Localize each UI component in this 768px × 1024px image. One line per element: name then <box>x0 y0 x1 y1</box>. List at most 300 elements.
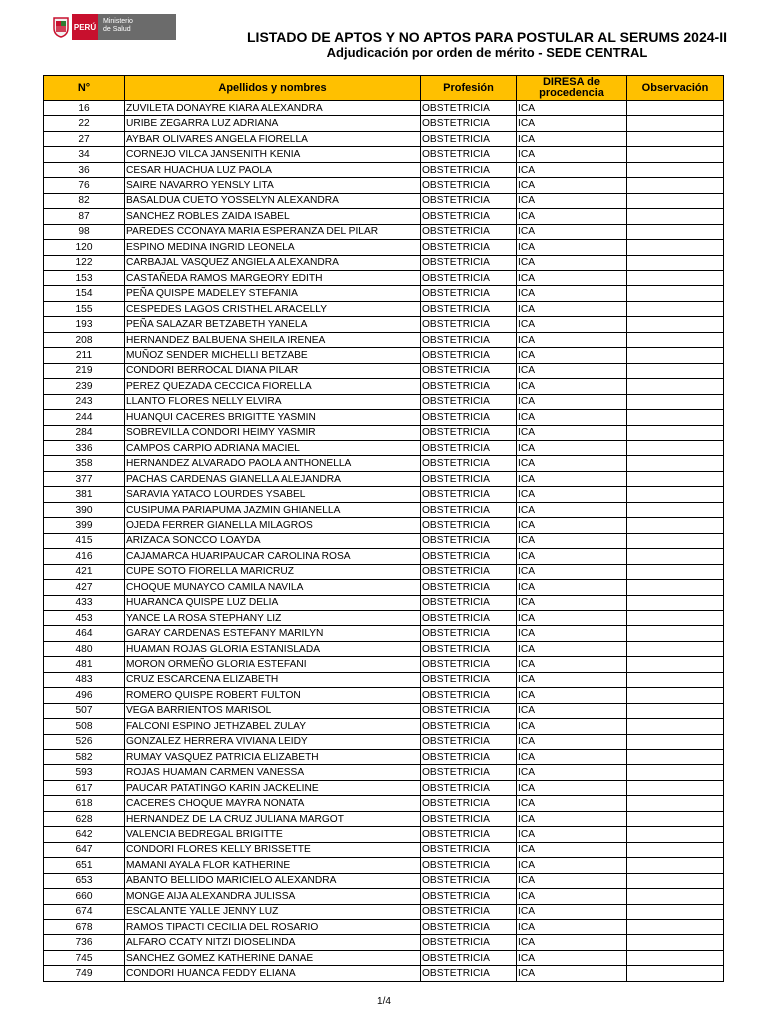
cell-observation <box>627 657 724 672</box>
cell-name: HERNANDEZ ALVARADO PAOLA ANTHONELLA <box>125 456 421 471</box>
cell-profession: OBSTETRICIA <box>421 101 517 116</box>
cell-number: 390 <box>44 502 125 517</box>
cell-profession: OBSTETRICIA <box>421 147 517 162</box>
cell-name: CORNEJO VILCA JANSENITH KENIA <box>125 147 421 162</box>
cell-profession: OBSTETRICIA <box>421 286 517 301</box>
cell-number: 526 <box>44 734 125 749</box>
cell-diresa: ICA <box>517 116 627 131</box>
table-row <box>44 518 724 533</box>
cell-diresa: ICA <box>517 240 627 255</box>
cell-observation <box>627 240 724 255</box>
table-row <box>44 363 724 378</box>
cell-profession: OBSTETRICIA <box>421 162 517 177</box>
cell-profession: OBSTETRICIA <box>421 178 517 193</box>
table-row <box>44 703 724 718</box>
cell-observation <box>627 147 724 162</box>
cell-number: 16 <box>44 101 125 116</box>
cell-name: SARAVIA YATACO LOURDES YSABEL <box>125 487 421 502</box>
logo-ministry-line2: de Salud <box>103 26 131 33</box>
cell-number: 244 <box>44 410 125 425</box>
cell-profession: OBSTETRICIA <box>421 827 517 842</box>
table-row <box>44 301 724 316</box>
column-header-observation: Observación <box>627 76 724 101</box>
table-row <box>44 734 724 749</box>
cell-number: 415 <box>44 533 125 548</box>
cell-profession: OBSTETRICIA <box>421 858 517 873</box>
cell-observation <box>627 332 724 347</box>
table-row <box>44 178 724 193</box>
cell-observation <box>627 858 724 873</box>
cell-number: 284 <box>44 425 125 440</box>
table-row <box>44 533 724 548</box>
cell-name: BASALDUA CUETO YOSSELYN ALEXANDRA <box>125 193 421 208</box>
column-header-number: N° <box>44 76 125 101</box>
cell-profession: OBSTETRICIA <box>421 518 517 533</box>
cell-diresa: ICA <box>517 873 627 888</box>
cell-name: CONDORI FLORES KELLY BRISSETTE <box>125 842 421 857</box>
cell-profession: OBSTETRICIA <box>421 379 517 394</box>
cell-profession: OBSTETRICIA <box>421 394 517 409</box>
cell-diresa: ICA <box>517 719 627 734</box>
cell-observation <box>627 162 724 177</box>
cell-profession: OBSTETRICIA <box>421 765 517 780</box>
page-number: 1/4 <box>377 996 391 1007</box>
cell-profession: OBSTETRICIA <box>421 641 517 656</box>
cell-name: SANCHEZ ROBLES ZAIDA ISABEL <box>125 209 421 224</box>
table-row <box>44 425 724 440</box>
cell-profession: OBSTETRICIA <box>421 410 517 425</box>
cell-number: 433 <box>44 595 125 610</box>
cell-profession: OBSTETRICIA <box>421 703 517 718</box>
cell-diresa: ICA <box>517 780 627 795</box>
table-row <box>44 440 724 455</box>
cell-name: ESCALANTE YALLE JENNY LUZ <box>125 904 421 919</box>
cell-diresa: ICA <box>517 904 627 919</box>
table-row <box>44 873 724 888</box>
cell-name: ROJAS HUAMAN CARMEN VANESSA <box>125 765 421 780</box>
cell-observation <box>627 672 724 687</box>
cell-number: 628 <box>44 811 125 826</box>
cell-diresa: ICA <box>517 502 627 517</box>
cell-diresa: ICA <box>517 131 627 146</box>
cell-profession: OBSTETRICIA <box>421 950 517 965</box>
coat-of-arms-icon <box>50 14 72 40</box>
cell-profession: OBSTETRICIA <box>421 348 517 363</box>
cell-name: GONZALEZ HERRERA VIVIANA LEIDY <box>125 734 421 749</box>
cell-observation <box>627 935 724 950</box>
cell-profession: OBSTETRICIA <box>421 440 517 455</box>
cell-name: HUANQUI CACERES BRIGITTE YASMIN <box>125 410 421 425</box>
table-row <box>44 456 724 471</box>
logo-ministry-line1: Ministerio <box>103 18 133 25</box>
cell-observation <box>627 765 724 780</box>
cell-diresa: ICA <box>517 564 627 579</box>
cell-profession: OBSTETRICIA <box>421 811 517 826</box>
cell-diresa: ICA <box>517 827 627 842</box>
cell-number: 377 <box>44 471 125 486</box>
cell-name: MAMANI AYALA FLOR KATHERINE <box>125 858 421 873</box>
table-row <box>44 935 724 950</box>
cell-diresa: ICA <box>517 811 627 826</box>
table-row <box>44 224 724 239</box>
cell-profession: OBSTETRICIA <box>421 904 517 919</box>
cell-observation <box>627 178 724 193</box>
minsa-logo <box>50 14 176 40</box>
cell-profession: OBSTETRICIA <box>421 564 517 579</box>
cell-observation <box>627 379 724 394</box>
cell-observation <box>627 456 724 471</box>
cell-profession: OBSTETRICIA <box>421 734 517 749</box>
cell-diresa: ICA <box>517 209 627 224</box>
table-row <box>44 765 724 780</box>
cell-profession: OBSTETRICIA <box>421 780 517 795</box>
cell-diresa: ICA <box>517 301 627 316</box>
table-row <box>44 394 724 409</box>
cell-profession: OBSTETRICIA <box>421 595 517 610</box>
cell-number: 678 <box>44 920 125 935</box>
cell-observation <box>627 317 724 332</box>
table-row <box>44 286 724 301</box>
cell-number: 87 <box>44 209 125 224</box>
cell-name: FALCONI ESPINO JETHZABEL ZULAY <box>125 719 421 734</box>
cell-observation <box>627 827 724 842</box>
cell-observation <box>627 580 724 595</box>
cell-observation <box>627 719 724 734</box>
cell-diresa: ICA <box>517 456 627 471</box>
cell-number: 617 <box>44 780 125 795</box>
cell-observation <box>627 549 724 564</box>
cell-observation <box>627 440 724 455</box>
cell-number: 154 <box>44 286 125 301</box>
cell-observation <box>627 842 724 857</box>
cell-number: 651 <box>44 858 125 873</box>
cell-observation <box>627 796 724 811</box>
cell-observation <box>627 564 724 579</box>
cell-number: 98 <box>44 224 125 239</box>
document-title-block <box>240 30 734 60</box>
cell-name: PAUCAR PATATINGO KARIN JACKELINE <box>125 780 421 795</box>
cell-observation <box>627 904 724 919</box>
cell-name: RAMOS TIPACTI CECILIA DEL ROSARIO <box>125 920 421 935</box>
cell-profession: OBSTETRICIA <box>421 935 517 950</box>
cell-name: MONGE AIJA ALEXANDRA JULISSA <box>125 889 421 904</box>
cell-profession: OBSTETRICIA <box>421 116 517 131</box>
cell-diresa: ICA <box>517 935 627 950</box>
cell-number: 381 <box>44 487 125 502</box>
cell-profession: OBSTETRICIA <box>421 657 517 672</box>
cell-number: 399 <box>44 518 125 533</box>
cell-number: 153 <box>44 270 125 285</box>
cell-diresa: ICA <box>517 580 627 595</box>
table-row <box>44 193 724 208</box>
cell-number: 358 <box>44 456 125 471</box>
cell-name: ESPINO MEDINA INGRID LEONELA <box>125 240 421 255</box>
cell-number: 336 <box>44 440 125 455</box>
cell-name: OJEDA FERRER GIANELLA MILAGROS <box>125 518 421 533</box>
cell-number: 239 <box>44 379 125 394</box>
table-row <box>44 796 724 811</box>
cell-number: 193 <box>44 317 125 332</box>
table-row <box>44 626 724 641</box>
cell-diresa: ICA <box>517 425 627 440</box>
cell-name: ALFARO CCATY NITZI DIOSELINDA <box>125 935 421 950</box>
cell-diresa: ICA <box>517 147 627 162</box>
table-body <box>44 101 724 982</box>
cell-diresa: ICA <box>517 703 627 718</box>
cell-name: CONDORI BERROCAL DIANA PILAR <box>125 363 421 378</box>
cell-observation <box>627 533 724 548</box>
cell-name: RUMAY VASQUEZ PATRICIA ELIZABETH <box>125 750 421 765</box>
table-row <box>44 904 724 919</box>
table-row <box>44 672 724 687</box>
table-row <box>44 719 724 734</box>
cell-observation <box>627 286 724 301</box>
cell-number: 76 <box>44 178 125 193</box>
cell-profession: OBSTETRICIA <box>421 549 517 564</box>
cell-diresa: ICA <box>517 255 627 270</box>
cell-name: SOBREVILLA CONDORI HEIMY YASMIR <box>125 425 421 440</box>
cell-name: HERNANDEZ DE LA CRUZ JULIANA MARGOT <box>125 811 421 826</box>
column-header-name: Apellidos y nombres <box>125 76 421 101</box>
cell-number: 736 <box>44 935 125 950</box>
cell-observation <box>627 873 724 888</box>
cell-observation <box>627 502 724 517</box>
cell-profession: OBSTETRICIA <box>421 842 517 857</box>
table-row <box>44 950 724 965</box>
cell-profession: OBSTETRICIA <box>421 240 517 255</box>
cell-diresa: ICA <box>517 734 627 749</box>
cell-observation <box>627 966 724 981</box>
table-row <box>44 966 724 981</box>
table-row <box>44 688 724 703</box>
cell-profession: OBSTETRICIA <box>421 873 517 888</box>
cell-observation <box>627 595 724 610</box>
cell-diresa: ICA <box>517 394 627 409</box>
cell-number: 480 <box>44 641 125 656</box>
cell-profession: OBSTETRICIA <box>421 224 517 239</box>
cell-profession: OBSTETRICIA <box>421 363 517 378</box>
cell-observation <box>627 270 724 285</box>
table-row <box>44 920 724 935</box>
cell-number: 749 <box>44 966 125 981</box>
cell-diresa: ICA <box>517 440 627 455</box>
table-row <box>44 842 724 857</box>
cell-number: 647 <box>44 842 125 857</box>
cell-profession: OBSTETRICIA <box>421 920 517 935</box>
cell-profession: OBSTETRICIA <box>421 626 517 641</box>
cell-name: PEÑA QUISPE MADELEY STEFANIA <box>125 286 421 301</box>
document-subtitle: Adjudicación por orden de mérito - SEDE CENTRAL <box>326 45 648 60</box>
cell-number: 642 <box>44 827 125 842</box>
results-table <box>43 75 724 982</box>
cell-name: ROMERO QUISPE ROBERT FULTON <box>125 688 421 703</box>
cell-profession: OBSTETRICIA <box>421 580 517 595</box>
cell-diresa: ICA <box>517 549 627 564</box>
table-row <box>44 750 724 765</box>
cell-profession: OBSTETRICIA <box>421 889 517 904</box>
cell-observation <box>627 410 724 425</box>
cell-observation <box>627 471 724 486</box>
table-row <box>44 780 724 795</box>
table-row <box>44 610 724 625</box>
cell-name: CESPEDES LAGOS CRISTHEL ARACELLY <box>125 301 421 316</box>
cell-number: 745 <box>44 950 125 965</box>
cell-observation <box>627 348 724 363</box>
cell-diresa: ICA <box>517 672 627 687</box>
cell-diresa: ICA <box>517 518 627 533</box>
cell-profession: OBSTETRICIA <box>421 332 517 347</box>
cell-diresa: ICA <box>517 966 627 981</box>
cell-number: 483 <box>44 672 125 687</box>
cell-name: CHOQUE MUNAYCO CAMILA NAVILA <box>125 580 421 595</box>
cell-observation <box>627 750 724 765</box>
cell-diresa: ICA <box>517 410 627 425</box>
table-row <box>44 657 724 672</box>
cell-observation <box>627 131 724 146</box>
cell-name: CAMPOS CARPIO ADRIANA MACIEL <box>125 440 421 455</box>
cell-diresa: ICA <box>517 533 627 548</box>
cell-name: CRUZ ESCARCENA ELIZABETH <box>125 672 421 687</box>
cell-number: 208 <box>44 332 125 347</box>
cell-profession: OBSTETRICIA <box>421 255 517 270</box>
cell-diresa: ICA <box>517 286 627 301</box>
cell-diresa: ICA <box>517 889 627 904</box>
cell-name: MUÑOZ SENDER MICHELLI BETZABE <box>125 348 421 363</box>
cell-diresa: ICA <box>517 641 627 656</box>
table-row <box>44 317 724 332</box>
table-row <box>44 379 724 394</box>
table-row <box>44 595 724 610</box>
cell-profession: OBSTETRICIA <box>421 533 517 548</box>
cell-observation <box>627 734 724 749</box>
cell-observation <box>627 101 724 116</box>
table-row <box>44 502 724 517</box>
cell-profession: OBSTETRICIA <box>421 610 517 625</box>
cell-number: 481 <box>44 657 125 672</box>
table-row <box>44 348 724 363</box>
cell-number: 427 <box>44 580 125 595</box>
cell-profession: OBSTETRICIA <box>421 131 517 146</box>
cell-profession: OBSTETRICIA <box>421 719 517 734</box>
cell-profession: OBSTETRICIA <box>421 301 517 316</box>
cell-observation <box>627 301 724 316</box>
cell-number: 36 <box>44 162 125 177</box>
cell-profession: OBSTETRICIA <box>421 688 517 703</box>
cell-number: 508 <box>44 719 125 734</box>
table-row <box>44 827 724 842</box>
cell-diresa: ICA <box>517 688 627 703</box>
cell-profession: OBSTETRICIA <box>421 317 517 332</box>
table-row <box>44 410 724 425</box>
column-header-diresa: DIRESA de procedencia <box>517 76 627 101</box>
cell-profession: OBSTETRICIA <box>421 270 517 285</box>
table-row <box>44 471 724 486</box>
cell-diresa: ICA <box>517 750 627 765</box>
cell-observation <box>627 610 724 625</box>
cell-diresa: ICA <box>517 920 627 935</box>
table-row <box>44 162 724 177</box>
cell-number: 674 <box>44 904 125 919</box>
cell-profession: OBSTETRICIA <box>421 750 517 765</box>
cell-number: 653 <box>44 873 125 888</box>
cell-number: 211 <box>44 348 125 363</box>
cell-profession: OBSTETRICIA <box>421 796 517 811</box>
cell-diresa: ICA <box>517 224 627 239</box>
cell-diresa: ICA <box>517 471 627 486</box>
cell-name: CASTAÑEDA RAMOS MARGEORY EDITH <box>125 270 421 285</box>
cell-number: 416 <box>44 549 125 564</box>
cell-diresa: ICA <box>517 842 627 857</box>
cell-diresa: ICA <box>517 858 627 873</box>
cell-name: URIBE ZEGARRA LUZ ADRIANA <box>125 116 421 131</box>
column-header-profession: Profesión <box>421 76 517 101</box>
cell-number: 618 <box>44 796 125 811</box>
cell-profession: OBSTETRICIA <box>421 471 517 486</box>
table-row <box>44 564 724 579</box>
cell-name: SAIRE NAVARRO YENSLY LITA <box>125 178 421 193</box>
cell-diresa: ICA <box>517 270 627 285</box>
cell-number: 660 <box>44 889 125 904</box>
cell-observation <box>627 518 724 533</box>
document-title: LISTADO DE APTOS Y NO APTOS PARA POSTULAR AL SERUMS 2024-II <box>247 29 727 45</box>
table-row <box>44 209 724 224</box>
table-row <box>44 131 724 146</box>
cell-profession: OBSTETRICIA <box>421 456 517 471</box>
cell-observation <box>627 487 724 502</box>
cell-diresa: ICA <box>517 657 627 672</box>
cell-profession: OBSTETRICIA <box>421 209 517 224</box>
cell-name: ARIZACA SONCCO LOAYDA <box>125 533 421 548</box>
table-row <box>44 332 724 347</box>
cell-observation <box>627 255 724 270</box>
table-row <box>44 101 724 116</box>
cell-diresa: ICA <box>517 101 627 116</box>
cell-observation <box>627 425 724 440</box>
cell-diresa: ICA <box>517 379 627 394</box>
cell-name: YANCE LA ROSA STEPHANY LIZ <box>125 610 421 625</box>
table-header-row <box>44 76 724 101</box>
table-row <box>44 811 724 826</box>
table-row <box>44 147 724 162</box>
cell-number: 582 <box>44 750 125 765</box>
cell-name: HERNANDEZ BALBUENA SHEILA IRENEA <box>125 332 421 347</box>
cell-observation <box>627 209 724 224</box>
cell-diresa: ICA <box>517 487 627 502</box>
table-row <box>44 549 724 564</box>
cell-observation <box>627 950 724 965</box>
cell-observation <box>627 394 724 409</box>
cell-number: 120 <box>44 240 125 255</box>
cell-diresa: ICA <box>517 796 627 811</box>
cell-number: 122 <box>44 255 125 270</box>
cell-diresa: ICA <box>517 595 627 610</box>
cell-observation <box>627 780 724 795</box>
cell-observation <box>627 811 724 826</box>
cell-name: CUSIPUMA PARIAPUMA JAZMIN GHIANELLA <box>125 502 421 517</box>
cell-name: CESAR HUACHUA LUZ PAOLA <box>125 162 421 177</box>
cell-number: 243 <box>44 394 125 409</box>
cell-diresa: ICA <box>517 193 627 208</box>
logo-country: PERÚ <box>72 14 98 40</box>
table-row <box>44 270 724 285</box>
cell-name: AYBAR OLIVARES ANGELA FIORELLA <box>125 131 421 146</box>
cell-number: 593 <box>44 765 125 780</box>
cell-name: CAJAMARCA HUARIPAUCAR CAROLINA ROSA <box>125 549 421 564</box>
cell-diresa: ICA <box>517 178 627 193</box>
cell-name: ABANTO BELLIDO MARICIELO ALEXANDRA <box>125 873 421 888</box>
table-row <box>44 240 724 255</box>
cell-name: MORON ORMEÑO GLORIA ESTEFANI <box>125 657 421 672</box>
